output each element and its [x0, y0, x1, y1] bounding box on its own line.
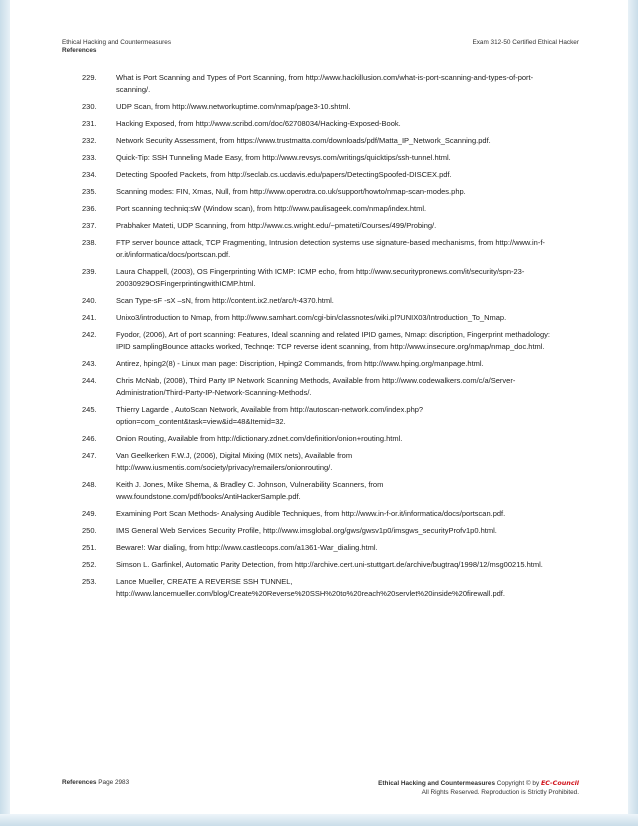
reference-item	[82, 266, 558, 290]
reference-number: 232.	[82, 136, 97, 145]
reference-number: 234.	[82, 170, 97, 179]
reference-number: 240.	[82, 296, 97, 305]
reference-number: 231.	[82, 119, 97, 128]
footer-section-label: References	[62, 779, 97, 786]
reference-item	[82, 576, 558, 600]
reference-item	[82, 404, 558, 428]
reference-text: FTP server bounce attack, TCP Fragmenting, Intrusion detection systems use signature-based mechanisms, from http://www.in-f-or.it/informatica/docs/portscan.pdf.	[116, 238, 545, 259]
reference-item	[82, 169, 558, 181]
reference-item	[82, 186, 558, 198]
reference-item	[82, 329, 558, 353]
reference-number: 229.	[82, 73, 97, 82]
reference-number: 249.	[82, 509, 97, 518]
reference-text: What is Port Scanning and Types of Port Scanning, from http://www.hackillusion.com/what-is-port-scanning-and-types-of-port-scanning/.	[116, 73, 534, 94]
reference-number: 241.	[82, 313, 97, 322]
reference-text: Keith J. Jones, Mike Shema, & Bradley C. Johnson, Vulnerability Scanners, from www.foundstone.com/pdf/books/AntiHackerSample.pdf.	[116, 480, 384, 501]
reference-number: 238.	[82, 238, 97, 247]
reference-number: 233.	[82, 153, 97, 162]
reference-number: 246.	[82, 434, 97, 443]
reference-text: Prabhaker Mateti, UDP Scanning, from http://www.cs.wright.edu/~pmateti/Courses/499/Probing/.	[116, 221, 437, 230]
reference-text: UDP Scan, from http://www.networkuptime.com/nmap/page3-10.shtml.	[116, 102, 351, 111]
reference-text: Quick-Tip: SSH Tunneling Made Easy, from http://www.revsys.com/writings/quicktips/ssh-tunnel.html.	[116, 153, 451, 162]
header-book-title: Ethical Hacking and Countermeasures	[62, 39, 172, 46]
reference-number: 248.	[82, 480, 97, 489]
reference-text: Laura Chappell, (2003), OS Fingerprinting With ICMP: ICMP echo, from http://www.securitypronews.com/it/security/spn-23-20030929OSFingerprintingwithICMP.html.	[116, 267, 525, 288]
reference-text: Port scanning techniq:sW (Window scan), from http://www.paulisageek.com/nmap/index.html.	[116, 204, 427, 213]
reference-item	[82, 101, 558, 113]
reference-item	[82, 375, 558, 399]
page-border-right	[628, 0, 638, 826]
reference-text: Onion Routing, Available from http://dictionary.zdnet.com/definition/onion+routing.html.	[116, 434, 403, 443]
reference-text: Van Geelkerken F.W.J, (2006), Digital Mixing (MIX nets), Available from http://www.iusmentis.com/society/privacy/remailers/onionrouting/.	[116, 451, 353, 472]
reference-list	[82, 72, 558, 605]
reference-text: Beware!: War dialing, from http://www.castlecops.com/a1361-War_dialing.html.	[116, 543, 378, 552]
reference-text: Detecting Spoofed Packets, from http://seclab.cs.ucdavis.edu/papers/DetectingSpoofed-DISCEX.pdf.	[116, 170, 452, 179]
reference-number: 244.	[82, 376, 97, 385]
footer-copyright	[378, 779, 579, 797]
reference-number: 253.	[82, 577, 97, 586]
reference-item	[82, 135, 558, 147]
footer-copyright-text: Copyright © by	[496, 780, 540, 787]
reference-number: 230.	[82, 102, 97, 111]
reference-text: IMS General Web Services Security Profile, http://www.imsglobal.org/gws/gwsv1p0/imsgws_securityProfv1p0.html.	[116, 526, 497, 535]
reference-text: Unixo3/introduction to Nmap, from http://www.samhart.com/cgi-bin/classnotes/wiki.pl?UNIX03/Introduction_To_Nmap.	[116, 313, 507, 322]
footer-page-number: Page 2983	[98, 779, 130, 786]
reference-item	[82, 508, 558, 520]
reference-number: 251.	[82, 543, 97, 552]
reference-number: 247.	[82, 451, 97, 460]
reference-item	[82, 312, 558, 324]
page-header	[62, 39, 579, 54]
reference-item	[82, 479, 558, 503]
reference-text: Antirez, hping2(8) - Linux man page: Discription, Hping2 Commands, from http://www.hping.org/manpage.html.	[116, 359, 484, 368]
reference-number: 243.	[82, 359, 97, 368]
reference-item	[82, 237, 558, 261]
reference-number: 236.	[82, 204, 97, 213]
header-exam-title: Exam 312-50 Certified Ethical Hacker	[472, 39, 579, 46]
footer-book-title: Ethical Hacking and Countermeasures	[378, 780, 495, 787]
reference-item	[82, 295, 558, 307]
header-section-title: References	[62, 47, 97, 54]
reference-number: 245.	[82, 405, 97, 414]
page-border-bottom	[0, 814, 638, 826]
reference-number: 252.	[82, 560, 97, 569]
reference-item	[82, 72, 558, 96]
reference-item	[82, 220, 558, 232]
reference-item	[82, 542, 558, 554]
reference-text: Thierry Lagarde , AutoScan Network, Available from http://autoscan-network.com/index.php?option=com_content&task=view&id=48&Itemid=32.	[116, 405, 424, 426]
reference-number: 242.	[82, 330, 97, 339]
reference-text: Hacking Exposed, from http://www.scribd.com/doc/62708034/Hacking-Exposed-Book.	[116, 119, 401, 128]
reference-number: 250.	[82, 526, 97, 535]
reference-item	[82, 433, 558, 445]
reference-item	[82, 559, 558, 571]
footer-page-info	[62, 779, 129, 786]
ec-council-logo: EC-Council	[540, 779, 579, 787]
footer-rights: All Rights Reserved. Reproduction is Strictly Prohibited.	[421, 789, 579, 796]
reference-number: 237.	[82, 221, 97, 230]
reference-text: Network Security Assessment, from https://www.trustmatta.com/downloads/pdf/Matta_IP_Network_Scanning.pdf.	[116, 136, 491, 145]
reference-text: Lance Mueller, CREATE A REVERSE SSH TUNNEL, http://www.lancemueller.com/blog/Create%20Reverse%20SSH%20to%20reach%20servlet%20inside%20firewall.pdf.	[116, 577, 505, 598]
reference-item	[82, 152, 558, 164]
reference-item	[82, 118, 558, 130]
reference-item	[82, 358, 558, 370]
reference-text: Chris McNab, (2008), Third Party IP Network Scanning Methods, Available from http://www.codewalkers.com/c/a/Server-Administration/Third-Party-IP-Network-Scanning-Methods/.	[116, 376, 516, 397]
reference-item	[82, 450, 558, 474]
page-border-left	[0, 0, 10, 826]
reference-item	[82, 203, 558, 215]
reference-text: Fyodor, (2006), Art of port scanning: Features, Ideal scanning and related IPID games, Nmap: discription, Fingerprint methadology: IPID samplingBounce attacks worked, Technqe: TCP reverse ident scanning, from http://www.insecure.org/nmap/nmap_doc.html.	[116, 330, 550, 351]
reference-text: Simson L. Garfinkel, Automatic Parity Detection, from http://archive.cert.uni-stuttgart.de/archive/bugtraq/1998/12/msg00215.html.	[116, 560, 543, 569]
reference-text: Scan Type-sF -sX –sN, from http://content.ix2.net/arc/t-4370.html.	[116, 296, 334, 305]
reference-number: 235.	[82, 187, 97, 196]
reference-text: Examining Port Scan Methods- Analysing Audible Techniques, from http://www.in-f-or.it/informatica/docs/portscan.pdf.	[116, 509, 506, 518]
reference-item	[82, 525, 558, 537]
reference-number: 239.	[82, 267, 97, 276]
reference-text: Scanning modes: FIN, Xmas, Null, from http://www.openxtra.co.uk/support/howto/nmap-scan-modes.php.	[116, 187, 466, 196]
